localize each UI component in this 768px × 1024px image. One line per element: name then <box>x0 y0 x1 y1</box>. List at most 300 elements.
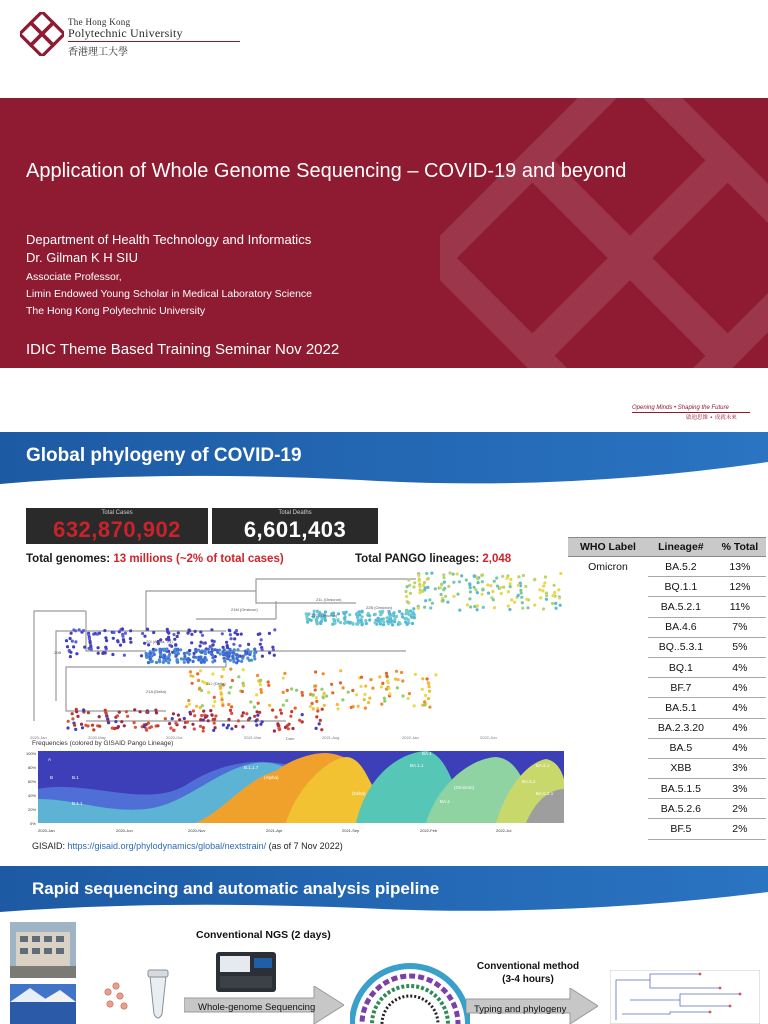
pango-prefix: Total PANGO lineages: <box>355 553 480 565</box>
tree-tip <box>212 718 215 721</box>
tree-tip <box>233 648 236 651</box>
tree-tip <box>367 612 370 615</box>
tree-tip <box>256 674 259 677</box>
tree-tip <box>226 657 229 660</box>
conventional-method-line1: Conventional method <box>476 961 580 972</box>
frequency-axis-tick: 2021-Sep <box>342 828 360 833</box>
tree-tip <box>143 635 146 638</box>
tree-tip <box>247 718 250 721</box>
tree-tip <box>141 632 144 635</box>
tree-tip <box>261 648 264 651</box>
tree-tip <box>491 590 494 593</box>
tree-tip <box>440 583 443 586</box>
tree-tip <box>425 572 428 575</box>
tree-tip <box>419 590 422 593</box>
tree-tip <box>412 585 415 588</box>
tree-tip <box>407 697 410 700</box>
lineage-label: B.1 <box>72 775 79 780</box>
tree-tip <box>267 680 270 683</box>
seminar-name: IDIC Theme Based Training Seminar Nov 2022 <box>26 341 340 358</box>
tree-tip <box>82 709 85 712</box>
lineage-label: BA.5.1 <box>536 763 550 768</box>
tree-tip <box>167 661 170 664</box>
presentation-title: Application of Whole Genome Sequencing – COVID-19 and beyond <box>26 160 627 182</box>
tree-tip <box>156 724 159 727</box>
tree-tip <box>290 710 293 713</box>
tree-tip <box>429 606 432 609</box>
tree-tip <box>134 726 137 729</box>
typing-arrow-label: Typing and phylogeny <box>474 1004 567 1015</box>
who-label-cell <box>568 718 648 738</box>
tree-tip <box>72 645 75 648</box>
tree-tip <box>487 592 490 595</box>
tree-tip <box>382 620 385 623</box>
tree-tip <box>452 595 455 598</box>
lineage-label: (Alpha) <box>264 775 279 780</box>
tree-tip <box>378 675 381 678</box>
tree-tip <box>348 613 351 616</box>
tree-tip <box>272 648 275 651</box>
tree-tip <box>319 719 322 722</box>
tree-tip <box>241 725 244 728</box>
tree-tip <box>199 655 202 658</box>
tree-tip <box>245 712 248 715</box>
tree-tip <box>330 683 333 686</box>
tree-tip <box>254 719 257 722</box>
who-label-cell: Omicron <box>588 560 628 573</box>
tree-tip <box>164 717 167 720</box>
frequency-axis-tick: 20% <box>28 807 37 812</box>
tree-tip <box>140 654 143 657</box>
tree-tip <box>469 590 472 593</box>
tree-tip <box>468 597 471 600</box>
lineage-cell: BQ.1 <box>648 657 714 677</box>
tree-tip <box>392 611 395 614</box>
tree-tip <box>268 651 271 654</box>
tree-tip <box>230 727 233 730</box>
tree-tip <box>374 613 377 616</box>
tree-tip <box>273 729 276 732</box>
tree-tip <box>211 644 214 647</box>
tree-tip <box>543 581 546 584</box>
total-genomes <box>26 553 284 565</box>
tree-tip <box>233 637 236 640</box>
tree-tip <box>244 650 247 653</box>
tree-tip <box>175 660 178 663</box>
tree-tip <box>427 577 430 580</box>
tree-tip <box>401 615 404 618</box>
tree-tip <box>452 573 455 576</box>
tree-tip <box>168 722 171 725</box>
tree-tip <box>190 633 193 636</box>
conventional-method-line2: (3-4 hours) <box>502 974 554 985</box>
tree-tip <box>456 593 459 596</box>
tree-tip <box>221 632 224 635</box>
tree-tip <box>189 670 192 673</box>
title-band <box>0 98 768 368</box>
tree-tip <box>133 721 136 724</box>
tree-tip <box>337 707 340 710</box>
lineage-label: BA.1.1 <box>410 763 424 768</box>
lineage-label: (Delta) <box>352 791 366 796</box>
tree-tip <box>123 654 126 657</box>
tree-tip <box>522 574 525 577</box>
total-deaths-value: 6,601,403 <box>243 517 347 542</box>
tree-tip <box>404 617 407 620</box>
tree-tip <box>363 698 366 701</box>
lineage-cell: BQ..5.3.1 <box>648 637 714 657</box>
table-row <box>568 758 766 778</box>
circular-genome-plot <box>350 958 470 1024</box>
tree-axis-tick: 2020-Jan <box>30 735 47 740</box>
author-name: Dr. Gilman K H SIU <box>26 250 138 265</box>
tree-tip <box>443 587 446 590</box>
tree-tip <box>183 717 186 720</box>
tree-tip <box>150 725 153 728</box>
tree-tip <box>104 646 107 649</box>
tree-tip <box>408 692 411 695</box>
tree-tip <box>339 681 342 684</box>
percent-cell: 12% <box>714 577 766 597</box>
tree-tip <box>97 652 100 655</box>
tree-tip <box>82 629 85 632</box>
tree-tip <box>325 695 328 698</box>
tree-tip <box>66 645 69 648</box>
tree-tip <box>426 677 429 680</box>
tree-tip <box>199 669 202 672</box>
lineage-cell: BA.5.2.6 <box>648 799 714 819</box>
tree-tip <box>199 641 202 644</box>
tree-tip <box>242 655 245 658</box>
tree-tip <box>412 607 415 610</box>
tree-tip <box>271 709 274 712</box>
tree-tip <box>229 686 232 689</box>
tree-tip <box>482 606 485 609</box>
tree-tip <box>200 661 203 664</box>
polyu-logo-icon <box>20 12 64 56</box>
frequency-axis-tick: 2020-Nov <box>188 828 206 833</box>
tree-tip <box>452 581 455 584</box>
tree-tip <box>456 572 459 575</box>
tree-tip <box>237 719 240 722</box>
tree-tip <box>316 709 319 712</box>
author-role: Limin Endowed Young Scholar in Medical Laboratory Science <box>26 288 313 300</box>
tree-tip <box>210 647 213 650</box>
tree-tip <box>143 725 146 728</box>
tree-tip <box>423 581 426 584</box>
tree-tip <box>219 652 222 655</box>
tree-tip <box>186 659 189 662</box>
tree-tip <box>202 729 205 732</box>
tree-tip <box>213 700 216 703</box>
tree-tip <box>502 586 505 589</box>
tree-tip <box>168 658 171 661</box>
tree-tip <box>202 710 205 713</box>
tree-tip <box>365 622 368 625</box>
tree-tip <box>232 660 235 663</box>
tree-axis-tick: 2020-May <box>88 735 106 740</box>
tree-tip <box>481 588 484 591</box>
tree-tip <box>119 644 122 647</box>
tree-tip <box>88 637 91 640</box>
tree-tip <box>197 679 200 682</box>
frequency-axis-tick: 100% <box>26 751 37 756</box>
tree-tip <box>320 728 323 731</box>
frequency-caption: Frequencies (colored by GISAID Pango Lineage) <box>32 740 174 747</box>
tree-tip <box>221 704 224 707</box>
lineage-label: B.1.1.7 <box>244 765 259 770</box>
lineage-label: BA.1 <box>422 751 432 756</box>
tree-clade-label: 20I (Alpha, V1) <box>146 639 173 644</box>
tree-tip <box>476 604 479 607</box>
tree-tip <box>379 613 382 616</box>
tree-tip <box>428 598 431 601</box>
percent-cell: 3% <box>714 758 766 778</box>
tree-tip <box>195 705 198 708</box>
tree-tip <box>129 629 132 632</box>
tree-tip <box>235 629 238 632</box>
tree-tip <box>149 660 152 663</box>
tree-tip <box>401 679 404 682</box>
tree-tip <box>360 676 363 679</box>
tree-tip <box>86 724 89 727</box>
tree-tip <box>533 603 536 606</box>
tree-tip <box>368 618 371 621</box>
who-label-cell <box>568 597 648 617</box>
lineage-cell: BA.5 <box>648 738 714 758</box>
tree-tip <box>282 677 285 680</box>
percent-cell: 5% <box>714 637 766 657</box>
tree-tip <box>174 651 177 654</box>
tree-tip <box>255 724 258 727</box>
tree-tip <box>364 707 367 710</box>
tree-tip <box>398 610 401 613</box>
tree-tip <box>544 575 547 578</box>
tree-tip <box>246 657 249 660</box>
tree-tip <box>207 691 210 694</box>
tree-tip <box>172 729 175 732</box>
tree-tip <box>214 714 217 717</box>
tree-tip <box>381 610 384 613</box>
tree-tip <box>406 585 409 588</box>
tree-tip <box>442 576 445 579</box>
tree-tip <box>223 648 226 651</box>
tree-tip <box>428 685 431 688</box>
tree-tip <box>310 619 313 622</box>
tree-tip <box>424 694 427 697</box>
tree-tip <box>444 595 447 598</box>
tree-tip <box>232 643 235 646</box>
tree-clade-label: 21L (Omicron) <box>316 597 342 602</box>
tree-tip <box>221 698 224 701</box>
tree-tip <box>383 697 386 700</box>
tree-tip <box>253 652 256 655</box>
tree-tip <box>152 631 155 634</box>
tree-tip <box>155 661 158 664</box>
tree-tip <box>315 727 318 730</box>
tree-tip <box>466 603 469 606</box>
tree-tip <box>469 605 472 608</box>
tree-tip <box>280 712 283 715</box>
tree-tip <box>552 594 555 597</box>
tree-tip <box>480 593 483 596</box>
genomes-percent: (~2% of total cases) <box>175 553 284 565</box>
tree-tip <box>553 584 556 587</box>
tree-tip <box>360 623 363 626</box>
phylogenetic-tree-image <box>26 571 566 741</box>
tree-tip <box>168 644 171 647</box>
table-row <box>568 577 766 597</box>
tree-tip <box>386 620 389 623</box>
tree-tip <box>469 586 472 589</box>
tree-tip <box>538 588 541 591</box>
tree-tip <box>385 675 388 678</box>
tree-tip <box>458 609 461 612</box>
tree-tip <box>199 718 202 721</box>
tree-tip <box>390 620 393 623</box>
tree-tip <box>241 690 244 693</box>
conventional-ngs-title: Conventional NGS (2 days) <box>196 929 331 941</box>
tree-tip <box>159 654 162 657</box>
tree-tip <box>171 717 174 720</box>
tree-tip <box>314 670 317 673</box>
tree-tip <box>323 704 326 707</box>
tree-tip <box>201 634 204 637</box>
tree-tip <box>112 631 115 634</box>
table-row <box>568 819 766 839</box>
tree-tip <box>211 660 214 663</box>
tree-tip <box>67 720 70 723</box>
tree-tip <box>259 683 262 686</box>
tree-tip <box>126 715 129 718</box>
tree-tip <box>253 715 256 718</box>
tree-tip <box>120 720 123 723</box>
tree-tip <box>427 697 430 700</box>
tree-tip <box>124 632 127 635</box>
tree-tip <box>66 726 69 729</box>
who-label-cell <box>568 637 648 657</box>
genomes-prefix: Total genomes: <box>26 553 111 565</box>
tree-tip <box>396 686 399 689</box>
tree-tip <box>256 714 259 717</box>
tree-tip <box>90 648 93 651</box>
tree-tip <box>213 722 216 725</box>
tree-tip <box>421 688 424 691</box>
table-row <box>568 698 766 718</box>
lineage-label: BA.2 <box>440 799 450 804</box>
tree-tip <box>424 599 427 602</box>
tree-tip <box>520 591 523 594</box>
tree-tip <box>352 705 355 708</box>
tree-tip <box>500 592 503 595</box>
tree-tip <box>81 726 84 729</box>
tree-tip <box>428 706 431 709</box>
tree-tip <box>204 652 207 655</box>
tree-tip <box>158 660 161 663</box>
gisaid-date: (as of 7 Nov 2022) <box>268 841 343 851</box>
tree-tip <box>163 655 166 658</box>
tree-tip <box>162 659 165 662</box>
slide-title: Global phylogeny of COVID-19 <box>26 445 302 466</box>
tree-tip <box>446 601 449 604</box>
tree-tip <box>122 640 125 643</box>
tree-tip <box>180 657 183 660</box>
tree-tip <box>268 632 271 635</box>
percent-cell: 2% <box>714 819 766 839</box>
tree-tip <box>212 705 215 708</box>
who-label-cell <box>568 819 648 839</box>
tree-tip <box>186 721 189 724</box>
tree-tip <box>400 671 403 674</box>
tree-tip <box>193 727 196 730</box>
lineage-cell: BF.5 <box>648 819 714 839</box>
total-deaths-counter <box>212 508 378 544</box>
who-label-cell <box>568 657 648 677</box>
tree-tip <box>224 652 227 655</box>
total-deaths-label: Total Deaths <box>278 510 312 516</box>
gisaid-link[interactable]: https://gisaid.org/phylodynamics/global/nextstrain/ <box>67 841 267 851</box>
tree-tip <box>517 575 520 578</box>
tree-tip <box>169 727 172 730</box>
tree-tip <box>480 574 483 577</box>
tree-tip <box>286 724 289 727</box>
tree-tip <box>189 712 192 715</box>
tree-tip <box>359 685 362 688</box>
tree-tip <box>391 623 394 626</box>
tree-tip <box>172 712 175 715</box>
tree-tip <box>347 691 350 694</box>
frequency-axis-tick: 2020-Jan <box>38 828 55 833</box>
tree-tip <box>194 649 197 652</box>
tree-tip <box>443 581 446 584</box>
tree-tip <box>73 724 76 727</box>
tree-tip <box>554 602 557 605</box>
tree-tip <box>188 653 191 656</box>
tree-tip <box>187 699 190 702</box>
tree-axis-tick: 2020-Oct <box>166 735 183 740</box>
tree-tip <box>261 655 264 658</box>
percent-cell: 11% <box>714 597 766 617</box>
tree-tip <box>242 711 245 714</box>
lineage-label: A <box>48 757 52 762</box>
tree-tip <box>318 722 321 725</box>
tree-tip <box>423 606 426 609</box>
table-row <box>568 597 766 617</box>
tree-tip <box>395 670 398 673</box>
tree-tip <box>407 613 410 616</box>
tree-tip <box>434 673 437 676</box>
tree-tip <box>388 615 391 618</box>
tree-tip <box>121 627 124 630</box>
tree-tip <box>545 598 548 601</box>
tree-tip <box>145 729 148 732</box>
testing-tent-photo <box>10 984 76 1024</box>
tree-tip <box>179 648 182 651</box>
tree-tip <box>388 611 391 614</box>
tree-tip <box>78 628 81 631</box>
tree-tip <box>242 668 245 671</box>
tree-tip <box>364 619 367 622</box>
tree-tip <box>489 584 492 587</box>
frequency-axis-tick: 0% <box>30 821 36 826</box>
tree-tip <box>168 653 171 656</box>
lineage-label: B <box>50 775 54 780</box>
tree-tip <box>369 678 372 681</box>
tree-tip <box>145 652 148 655</box>
tree-tip <box>76 715 79 718</box>
tree-tip <box>414 673 417 676</box>
tree-tip <box>401 612 404 615</box>
